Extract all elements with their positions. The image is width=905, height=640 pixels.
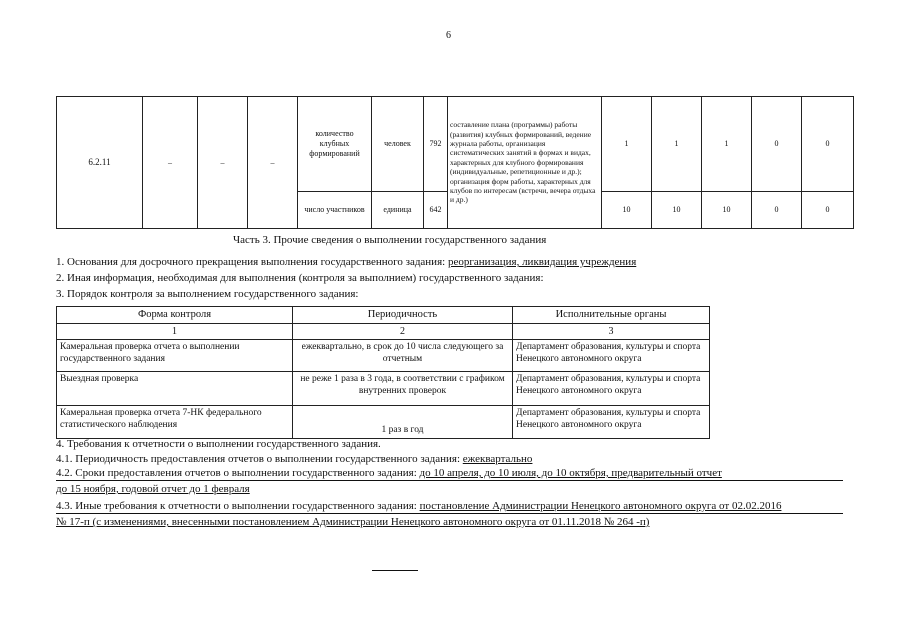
table-header-row xyxy=(57,307,710,324)
item-1 xyxy=(56,256,636,268)
footer-rule xyxy=(372,570,418,571)
control-body: Департамент образования, культуры и спорта Ненецкого автономного округа xyxy=(513,371,710,405)
item-4-2-value-cont: до 15 ноября, годовой отчет до 1 февраля xyxy=(56,483,250,495)
table-row xyxy=(57,405,710,438)
item-3: 3. Порядок контроля за выполнением государственного задания: xyxy=(56,288,359,300)
table-row xyxy=(57,339,710,371)
indicators-table xyxy=(56,96,854,229)
value-cell: 0 xyxy=(802,97,854,192)
underline-rule xyxy=(56,480,843,481)
item-4: 4. Требования к отчетности о выполнении государственного задания. xyxy=(56,438,381,450)
item-4-2-label: 4.2. Сроки предоставления отчетов о выполнении государственного задания: xyxy=(56,467,420,479)
service-content: составление плана (программы) работы (развития) клубных формирований, ведение журнала работы, организация систематических занятий в формах и видах, характерных для клубного формирования (индивидуальные, репетиционные и др.); организация форм работы, характерных для клубов по интересам (встречи, вечера отдыха и др.) xyxy=(448,97,602,229)
item-4-3-cont xyxy=(56,516,649,528)
item-2: 2. Иная информация, необходимая для выполнения (контроля за выполнием) государственного задания: xyxy=(56,272,544,284)
unit-code: 642 xyxy=(424,191,448,228)
unit-code: 792 xyxy=(424,97,448,192)
value-cell: 0 xyxy=(752,97,802,192)
item-4-1-value: ежеквартально xyxy=(462,453,533,465)
dash-cell: – xyxy=(248,97,298,229)
column-number: 3 xyxy=(513,323,710,339)
value-cell: 0 xyxy=(802,191,854,228)
column-header: Форма контроля xyxy=(57,307,293,324)
indicator-name: число участников xyxy=(298,191,372,228)
control-body: Департамент образования, культуры и спорта Ненецкого автономного округа xyxy=(513,339,710,371)
item-4-2-value: до 10 апреля, до 10 июля, до 10 октября, предварительный отчет xyxy=(419,467,722,479)
item-4-2 xyxy=(56,467,722,479)
column-header: Исполнительные органы xyxy=(513,307,710,324)
column-number: 2 xyxy=(293,323,513,339)
control-period: ежеквартально, в срок до 10 числа следующего за отчетным xyxy=(293,339,513,371)
value-cell: 1 xyxy=(652,97,702,192)
item-1-label: 1. Основания для досрочного прекращения выполнения государственного задания: xyxy=(56,256,448,268)
value-cell: 10 xyxy=(652,191,702,228)
item-1-value: реорганизация, ликвидация учреждения xyxy=(447,256,637,268)
item-4-1-label: 4.1. Периодичность предоставления отчетов о выполнении государственного задания: xyxy=(56,453,463,465)
value-cell: 0 xyxy=(752,191,802,228)
item-4-3-value-cont: № 17-п (с изменениями, внесенными постановлением Администрации Ненецкого автономного округа от 01.11.2018 № 264 -п) xyxy=(56,516,650,528)
control-period: 1 раз в год xyxy=(293,405,513,438)
table-row xyxy=(57,97,854,192)
part-title: Часть 3. Прочие сведения о выполнении государственного задания xyxy=(233,234,547,246)
unit-name: единица xyxy=(372,191,424,228)
dash-cell: – xyxy=(198,97,248,229)
underline-rule xyxy=(56,513,843,514)
value-cell: 10 xyxy=(602,191,652,228)
control-form: Камеральная проверка отчета 7-НК федерального статистического наблюдения xyxy=(57,405,293,438)
value-cell: 1 xyxy=(702,97,752,192)
column-header: Периодичность xyxy=(293,307,513,324)
item-4-3 xyxy=(56,500,781,512)
control-table xyxy=(56,306,710,439)
control-period: не реже 1 раза в 3 года, в соответствии с графиком внутренних проверок xyxy=(293,371,513,405)
control-body: Департамент образования, культуры и спорта Ненецкого автономного округа xyxy=(513,405,710,438)
item-4-3-label: 4.3. Иные требования к отчетности о выполнении государственного задания: xyxy=(56,500,420,512)
unit-name: человек xyxy=(372,97,424,192)
column-number-row xyxy=(57,323,710,339)
value-cell: 1 xyxy=(602,97,652,192)
item-4-2-cont xyxy=(56,483,250,495)
table-row xyxy=(57,371,710,405)
control-form: Камеральная проверка отчета о выполнении государственного задания xyxy=(57,339,293,371)
dash-cell: – xyxy=(143,97,198,229)
control-form: Выездная проверка xyxy=(57,371,293,405)
service-code: 6.2.11 xyxy=(57,97,143,229)
indicator-name: количество клубных формирований xyxy=(298,97,372,192)
page-number: 6 xyxy=(446,30,451,41)
item-4-3-value: постановление Администрации Ненецкого автономного округа от 02.02.2016 xyxy=(419,500,782,512)
value-cell: 10 xyxy=(702,191,752,228)
item-4-1 xyxy=(56,453,532,465)
column-number: 1 xyxy=(57,323,293,339)
